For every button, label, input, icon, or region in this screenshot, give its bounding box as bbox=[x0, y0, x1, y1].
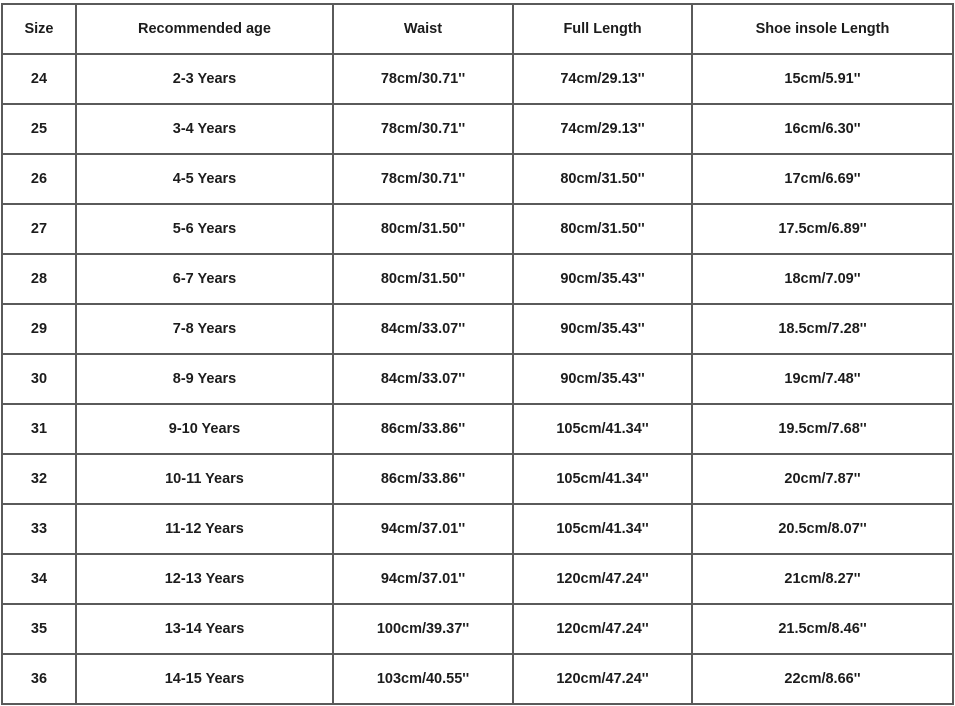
cell-shoe-insole-length: 18cm/7.09'' bbox=[692, 254, 953, 304]
header-cell-size: Size bbox=[2, 4, 76, 54]
cell-shoe-insole-length: 21cm/8.27'' bbox=[692, 554, 953, 604]
table-row bbox=[2, 604, 953, 654]
cell-shoe-insole-length: 15cm/5.91'' bbox=[692, 54, 953, 104]
cell-full-length: 80cm/31.50'' bbox=[513, 204, 692, 254]
cell-waist: 78cm/30.71'' bbox=[333, 54, 513, 104]
cell-full-length: 120cm/47.24'' bbox=[513, 554, 692, 604]
cell-recommended-age: 8-9 Years bbox=[76, 354, 333, 404]
cell-full-length: 105cm/41.34'' bbox=[513, 454, 692, 504]
cell-full-length: 74cm/29.13'' bbox=[513, 54, 692, 104]
cell-recommended-age: 5-6 Years bbox=[76, 204, 333, 254]
table-body bbox=[2, 54, 953, 704]
cell-full-length: 90cm/35.43'' bbox=[513, 354, 692, 404]
cell-waist: 78cm/30.71'' bbox=[333, 154, 513, 204]
cell-size: 28 bbox=[2, 254, 76, 304]
cell-recommended-age: 11-12 Years bbox=[76, 504, 333, 554]
cell-recommended-age: 9-10 Years bbox=[76, 404, 333, 454]
cell-waist: 78cm/30.71'' bbox=[333, 104, 513, 154]
table-row bbox=[2, 104, 953, 154]
header-cell-waist: Waist bbox=[333, 4, 513, 54]
cell-full-length: 120cm/47.24'' bbox=[513, 654, 692, 704]
cell-waist: 94cm/37.01'' bbox=[333, 554, 513, 604]
cell-size: 29 bbox=[2, 304, 76, 354]
table-row bbox=[2, 304, 953, 354]
cell-waist: 103cm/40.55'' bbox=[333, 654, 513, 704]
table-row bbox=[2, 254, 953, 304]
table-row bbox=[2, 654, 953, 704]
cell-shoe-insole-length: 19.5cm/7.68'' bbox=[692, 404, 953, 454]
cell-waist: 100cm/39.37'' bbox=[333, 604, 513, 654]
cell-waist: 80cm/31.50'' bbox=[333, 204, 513, 254]
cell-shoe-insole-length: 17cm/6.69'' bbox=[692, 154, 953, 204]
cell-shoe-insole-length: 20.5cm/8.07'' bbox=[692, 504, 953, 554]
cell-recommended-age: 12-13 Years bbox=[76, 554, 333, 604]
cell-recommended-age: 4-5 Years bbox=[76, 154, 333, 204]
cell-size: 31 bbox=[2, 404, 76, 454]
cell-full-length: 90cm/35.43'' bbox=[513, 304, 692, 354]
cell-shoe-insole-length: 22cm/8.66'' bbox=[692, 654, 953, 704]
cell-recommended-age: 3-4 Years bbox=[76, 104, 333, 154]
cell-shoe-insole-length: 19cm/7.48'' bbox=[692, 354, 953, 404]
cell-waist: 80cm/31.50'' bbox=[333, 254, 513, 304]
cell-full-length: 80cm/31.50'' bbox=[513, 154, 692, 204]
header-cell-full-length: Full Length bbox=[513, 4, 692, 54]
cell-waist: 86cm/33.86'' bbox=[333, 404, 513, 454]
cell-size: 36 bbox=[2, 654, 76, 704]
cell-full-length: 90cm/35.43'' bbox=[513, 254, 692, 304]
cell-waist: 94cm/37.01'' bbox=[333, 504, 513, 554]
cell-recommended-age: 7-8 Years bbox=[76, 304, 333, 354]
cell-recommended-age: 6-7 Years bbox=[76, 254, 333, 304]
cell-size: 25 bbox=[2, 104, 76, 154]
cell-size: 26 bbox=[2, 154, 76, 204]
table-row bbox=[2, 204, 953, 254]
cell-full-length: 120cm/47.24'' bbox=[513, 604, 692, 654]
cell-waist: 84cm/33.07'' bbox=[333, 354, 513, 404]
cell-recommended-age: 13-14 Years bbox=[76, 604, 333, 654]
table-row bbox=[2, 454, 953, 504]
cell-full-length: 74cm/29.13'' bbox=[513, 104, 692, 154]
table-row bbox=[2, 354, 953, 404]
header-cell-recommended-age: Recommended age bbox=[76, 4, 333, 54]
cell-size: 32 bbox=[2, 454, 76, 504]
cell-size: 30 bbox=[2, 354, 76, 404]
cell-recommended-age: 2-3 Years bbox=[76, 54, 333, 104]
cell-shoe-insole-length: 21.5cm/8.46'' bbox=[692, 604, 953, 654]
cell-waist: 84cm/33.07'' bbox=[333, 304, 513, 354]
table-row bbox=[2, 154, 953, 204]
cell-size: 34 bbox=[2, 554, 76, 604]
size-chart-table bbox=[1, 3, 954, 705]
cell-full-length: 105cm/41.34'' bbox=[513, 504, 692, 554]
cell-size: 33 bbox=[2, 504, 76, 554]
cell-shoe-insole-length: 18.5cm/7.28'' bbox=[692, 304, 953, 354]
cell-size: 27 bbox=[2, 204, 76, 254]
cell-recommended-age: 14-15 Years bbox=[76, 654, 333, 704]
cell-size: 24 bbox=[2, 54, 76, 104]
cell-shoe-insole-length: 16cm/6.30'' bbox=[692, 104, 953, 154]
cell-waist: 86cm/33.86'' bbox=[333, 454, 513, 504]
header-cell-shoe-insole-length: Shoe insole Length bbox=[692, 4, 953, 54]
table-row bbox=[2, 504, 953, 554]
cell-full-length: 105cm/41.34'' bbox=[513, 404, 692, 454]
table-row bbox=[2, 404, 953, 454]
cell-shoe-insole-length: 20cm/7.87'' bbox=[692, 454, 953, 504]
header-row bbox=[2, 4, 953, 54]
cell-recommended-age: 10-11 Years bbox=[76, 454, 333, 504]
table-row bbox=[2, 54, 953, 104]
table-row bbox=[2, 554, 953, 604]
cell-shoe-insole-length: 17.5cm/6.89'' bbox=[692, 204, 953, 254]
cell-size: 35 bbox=[2, 604, 76, 654]
